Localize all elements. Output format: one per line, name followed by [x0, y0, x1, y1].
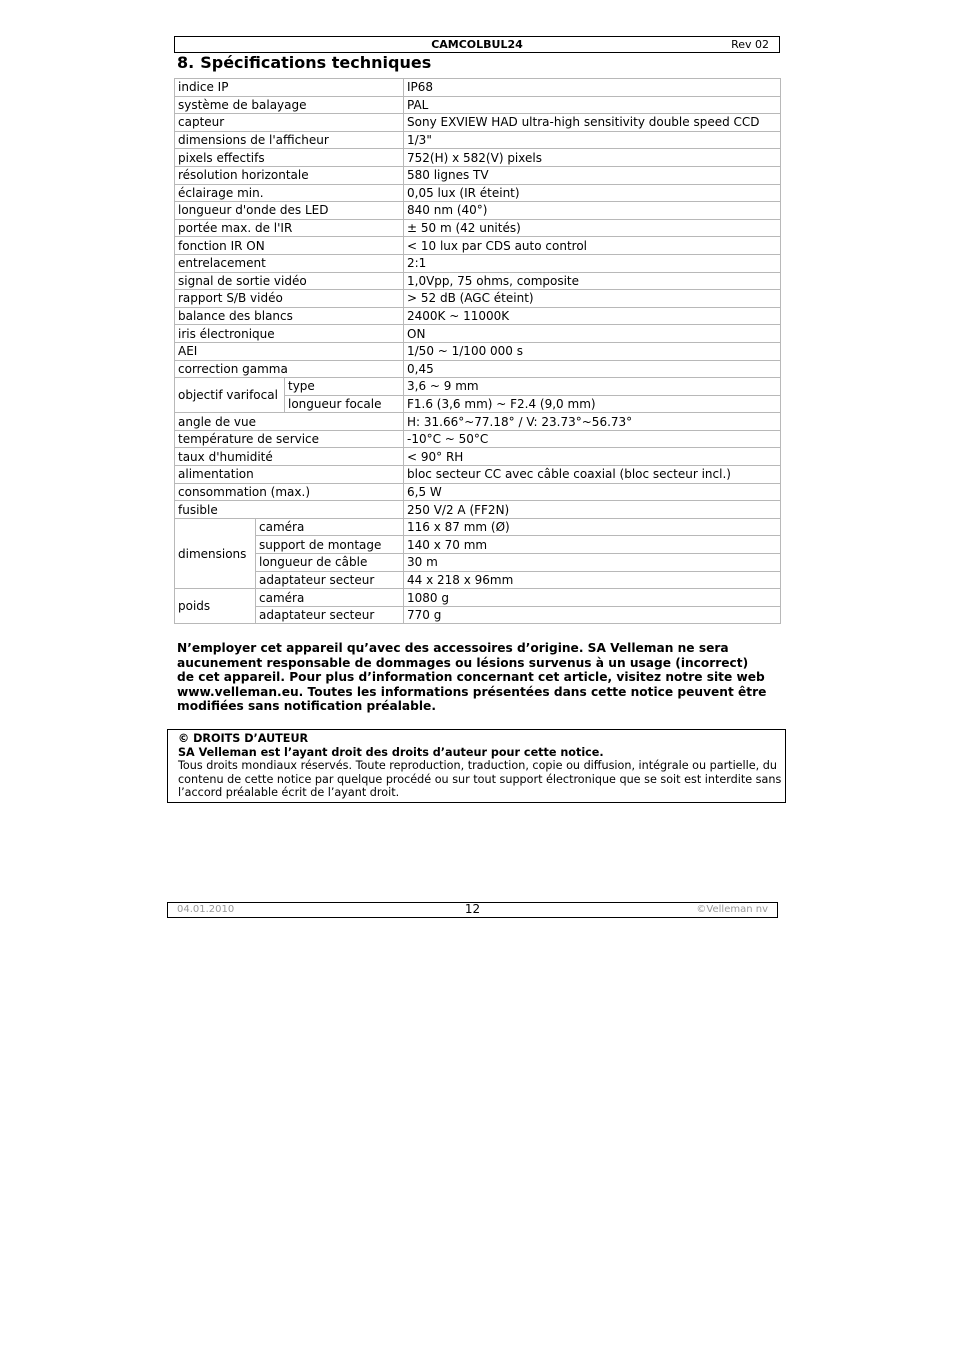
spec-value: 6,5 W [404, 483, 781, 501]
spec-value: H: 31.66°~77.18° / V: 23.73°~56.73° [404, 413, 781, 431]
spec-row [175, 325, 781, 343]
spec-label: éclairage min. [175, 184, 404, 202]
spec-row [175, 501, 781, 519]
spec-label: indice IP [175, 79, 404, 97]
section-number: 8. [177, 53, 195, 72]
spec-value: 580 lignes TV [404, 166, 781, 184]
spec-sublabel: type [285, 378, 404, 396]
spec-label: correction gamma [175, 360, 404, 378]
spec-row [175, 254, 781, 272]
spec-value: < 90° RH [404, 448, 781, 466]
spec-value: bloc secteur CC avec câble coaxial (bloc secteur incl.) [404, 466, 781, 484]
section-title-text: Spécifications techniques [200, 53, 432, 72]
spec-label: fusible [175, 501, 404, 519]
spec-value: IP68 [404, 79, 781, 97]
footer-date: 04.01.2010 [177, 904, 235, 915]
spec-label: AEI [175, 342, 404, 360]
spec-value: 840 nm (40°) [404, 202, 781, 220]
copyright-heading: © DROITS D’AUTEUR [178, 732, 309, 745]
spec-row [175, 378, 781, 396]
spec-label: alimentation [175, 466, 404, 484]
spec-sublabel: caméra [256, 589, 404, 607]
model-name: CAMCOLBUL24 [431, 38, 523, 51]
spec-group-label: objectif varifocal [175, 378, 285, 413]
spec-label: résolution horizontale [175, 166, 404, 184]
page-header [174, 36, 780, 53]
copyright-body: Tous droits mondiaux réservés. Toute reproduction, traduction, copie ou diffusion, intégrale ou partielle, du contenu de cette notice par quelque procédé ou sur tout support électronique que se soit est interdite sans l’accord préalable écrit de l’ayant droit. [178, 759, 782, 800]
spec-label: dimensions de l'afficheur [175, 131, 404, 149]
spec-row [175, 202, 781, 220]
spec-value: 140 x 70 mm [404, 536, 781, 554]
spec-row [175, 430, 781, 448]
spec-row [175, 360, 781, 378]
spec-label: angle de vue [175, 413, 404, 431]
spec-value: 1,0Vpp, 75 ohms, composite [404, 272, 781, 290]
spec-label: signal de sortie vidéo [175, 272, 404, 290]
page-footer [167, 902, 778, 918]
spec-value: ± 50 m (42 unités) [404, 219, 781, 237]
spec-row [175, 272, 781, 290]
accessories-notice: N’employer cet appareil qu’avec des accessoires d’origine. SA Velleman ne sera aucunement responsable de dommages ou lésions survenus à un usage (incorrect) de cet appareil. Pour plus d’information concernant cet article, visitez notre site web www.velleman.eu. Toutes les informations présentées dans cette notice peuvent être modifiées sans notification préalable. [177, 641, 767, 714]
spec-sublabel: longueur focale [285, 395, 404, 413]
spec-row [175, 518, 781, 536]
spec-value: 116 x 87 mm (Ø) [404, 518, 781, 536]
spec-row [175, 483, 781, 501]
spec-value: 0,45 [404, 360, 781, 378]
spec-label: longueur d'onde des LED [175, 202, 404, 220]
spec-value: 1080 g [404, 589, 781, 607]
spec-row [175, 237, 781, 255]
spec-row [175, 219, 781, 237]
revision-label: Rev 02 [731, 38, 769, 51]
spec-value: F1.6 (3,6 mm) ~ F2.4 (9,0 mm) [404, 395, 781, 413]
spec-label: entrelacement [175, 254, 404, 272]
spec-value: 1/3" [404, 131, 781, 149]
spec-group-label: dimensions [175, 518, 256, 588]
spec-row [175, 131, 781, 149]
spec-row [175, 149, 781, 167]
footer-brand: ©Velleman nv [696, 904, 768, 915]
spec-value: > 52 dB (AGC éteint) [404, 290, 781, 308]
spec-row [175, 290, 781, 308]
spec-label: balance des blancs [175, 307, 404, 325]
spec-sublabel: longueur de câble [256, 554, 404, 572]
spec-sublabel: support de montage [256, 536, 404, 554]
spec-table-body [175, 79, 781, 624]
spec-label: capteur [175, 114, 404, 132]
spec-value: 250 V/2 A (FF2N) [404, 501, 781, 519]
copyright-subheading: SA Velleman est l’ayant droit des droits d’auteur pour cette notice. [178, 745, 604, 759]
spec-label: température de service [175, 430, 404, 448]
spec-label: consommation (max.) [175, 483, 404, 501]
spec-row [175, 184, 781, 202]
spec-value: 2400K ~ 11000K [404, 307, 781, 325]
spec-label: système de balayage [175, 96, 404, 114]
spec-row [175, 342, 781, 360]
spec-value: < 10 lux par CDS auto control [404, 237, 781, 255]
spec-row [175, 466, 781, 484]
spec-row [175, 79, 781, 97]
spec-value: 752(H) x 582(V) pixels [404, 149, 781, 167]
spec-row [175, 448, 781, 466]
spec-value: Sony EXVIEW HAD ultra-high sensitivity double speed CCD [404, 114, 781, 132]
spec-row [175, 606, 781, 624]
spec-value: 3,6 ~ 9 mm [404, 378, 781, 396]
spec-row [175, 554, 781, 572]
spec-label: taux d'humidité [175, 448, 404, 466]
copyright-box [167, 729, 786, 803]
spec-value: 1/50 ~ 1/100 000 s [404, 342, 781, 360]
spec-group-label: poids [175, 589, 256, 624]
spec-sublabel: adaptateur secteur [256, 606, 404, 624]
spec-row [175, 536, 781, 554]
spec-row [175, 96, 781, 114]
spec-sublabel: adaptateur secteur [256, 571, 404, 589]
spec-value: 2:1 [404, 254, 781, 272]
spec-value: 44 x 218 x 96mm [404, 571, 781, 589]
page-number: 12 [464, 902, 481, 916]
spec-sublabel: caméra [256, 518, 404, 536]
spec-value: 770 g [404, 606, 781, 624]
spec-label: iris électronique [175, 325, 404, 343]
spec-value: PAL [404, 96, 781, 114]
spec-row [175, 307, 781, 325]
spec-row [175, 114, 781, 132]
spec-row [175, 571, 781, 589]
spec-label: pixels effectifs [175, 149, 404, 167]
spec-label: rapport S/B vidéo [175, 290, 404, 308]
spec-value: 0,05 lux (IR éteint) [404, 184, 781, 202]
spec-label: portée max. de l'IR [175, 219, 404, 237]
spec-value: ON [404, 325, 781, 343]
spec-row [175, 589, 781, 607]
spec-value: 30 m [404, 554, 781, 572]
spec-row [175, 166, 781, 184]
section-title [177, 53, 431, 72]
spec-row [175, 413, 781, 431]
spec-table [174, 78, 781, 624]
spec-label: fonction IR ON [175, 237, 404, 255]
spec-value: -10°C ~ 50°C [404, 430, 781, 448]
